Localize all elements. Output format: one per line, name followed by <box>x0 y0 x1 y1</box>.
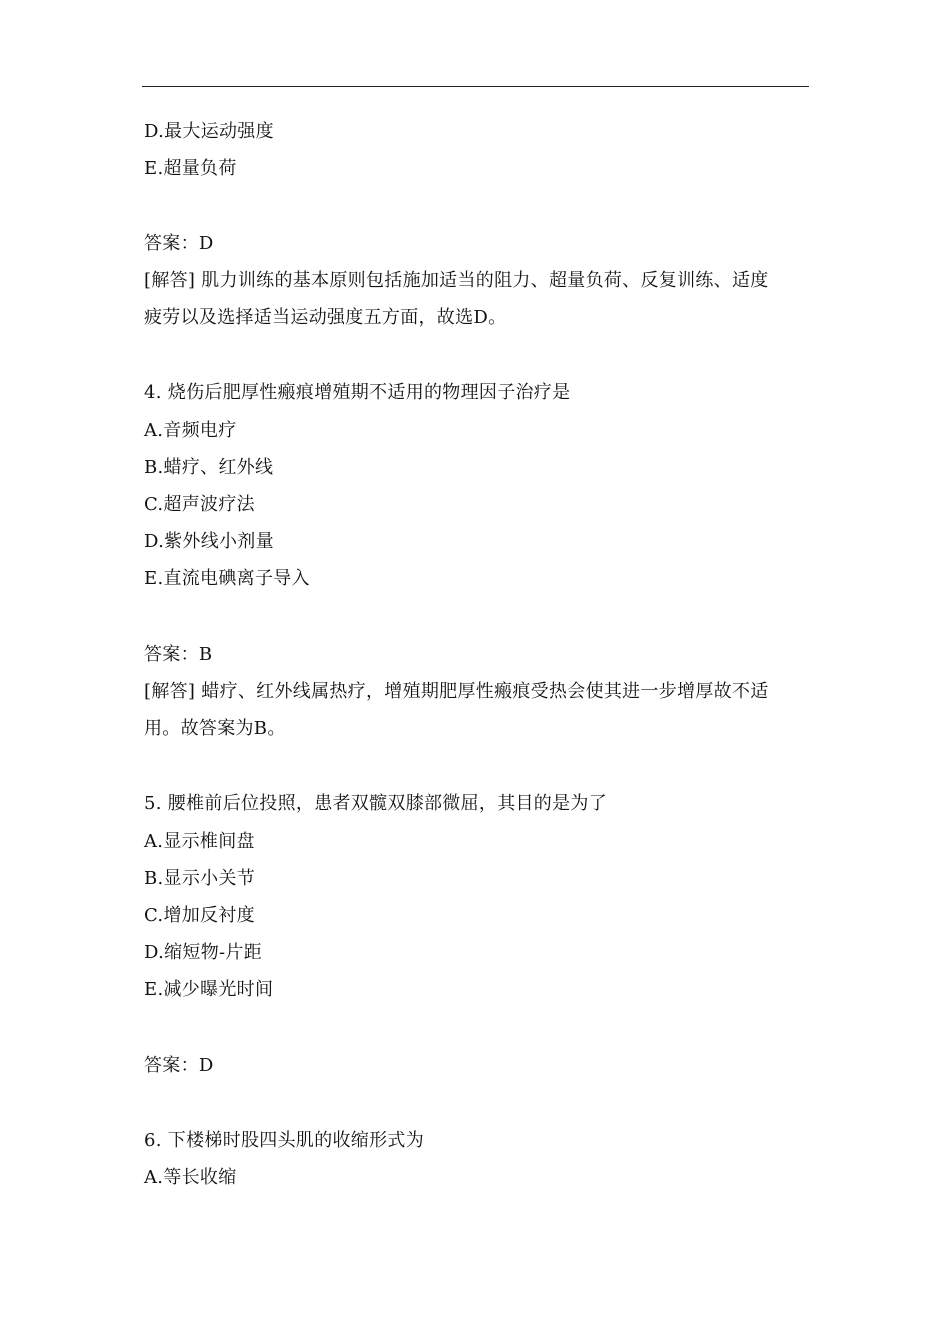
q4-option-a: A.音频电疗 <box>144 420 237 441</box>
q5-option-e: E.减少曝光时间 <box>144 979 274 1000</box>
q5-option-b: B.显示小关节 <box>144 868 256 889</box>
q3-answer: 答案：D <box>144 233 214 254</box>
q6-question: 6. 下楼梯时股四头肌的收缩形式为 <box>144 1130 424 1151</box>
q4-answer: 答案：B <box>144 644 213 665</box>
q3-explanation-line2: 疲劳以及选择适当运动强度五方面，故选D。 <box>144 307 507 328</box>
q6-option-a: A.等长收缩 <box>144 1167 237 1188</box>
q4-explanation-line2: 用。故答案为B。 <box>144 718 286 739</box>
q5-question: 5. 腰椎前后位投照，患者双髋双膝部微屈，其目的是为了 <box>144 793 607 814</box>
q3-explanation-line1: [解答] 肌力训练的基本原则包括施加适当的阻力、超量负荷、反复训练、适度 <box>144 270 769 291</box>
q4-explanation-line1: [解答] 蜡疗、红外线属热疗，增殖期肥厚性瘢痕受热会使其进一步增厚故不适 <box>144 681 769 702</box>
q3-option-e: E.超量负荷 <box>144 158 237 179</box>
q5-option-d: D.缩短物-片距 <box>144 942 262 963</box>
q3-option-d: D.最大运动强度 <box>144 121 274 142</box>
q4-option-d: D.紫外线小剂量 <box>144 531 274 552</box>
q4-option-c: C.超声波疗法 <box>144 494 255 515</box>
q4-option-b: B.蜡疗、红外线 <box>144 457 274 478</box>
q5-option-c: C.增加反衬度 <box>144 905 255 926</box>
q4-option-e: E.直流电碘离子导入 <box>144 568 310 589</box>
q4-question: 4. 烧伤后肥厚性瘢痕增殖期不适用的物理因子治疗是 <box>144 382 571 403</box>
q5-option-a: A.显示椎间盘 <box>144 831 255 852</box>
q5-answer: 答案：D <box>144 1055 214 1076</box>
header-rule <box>142 86 809 87</box>
